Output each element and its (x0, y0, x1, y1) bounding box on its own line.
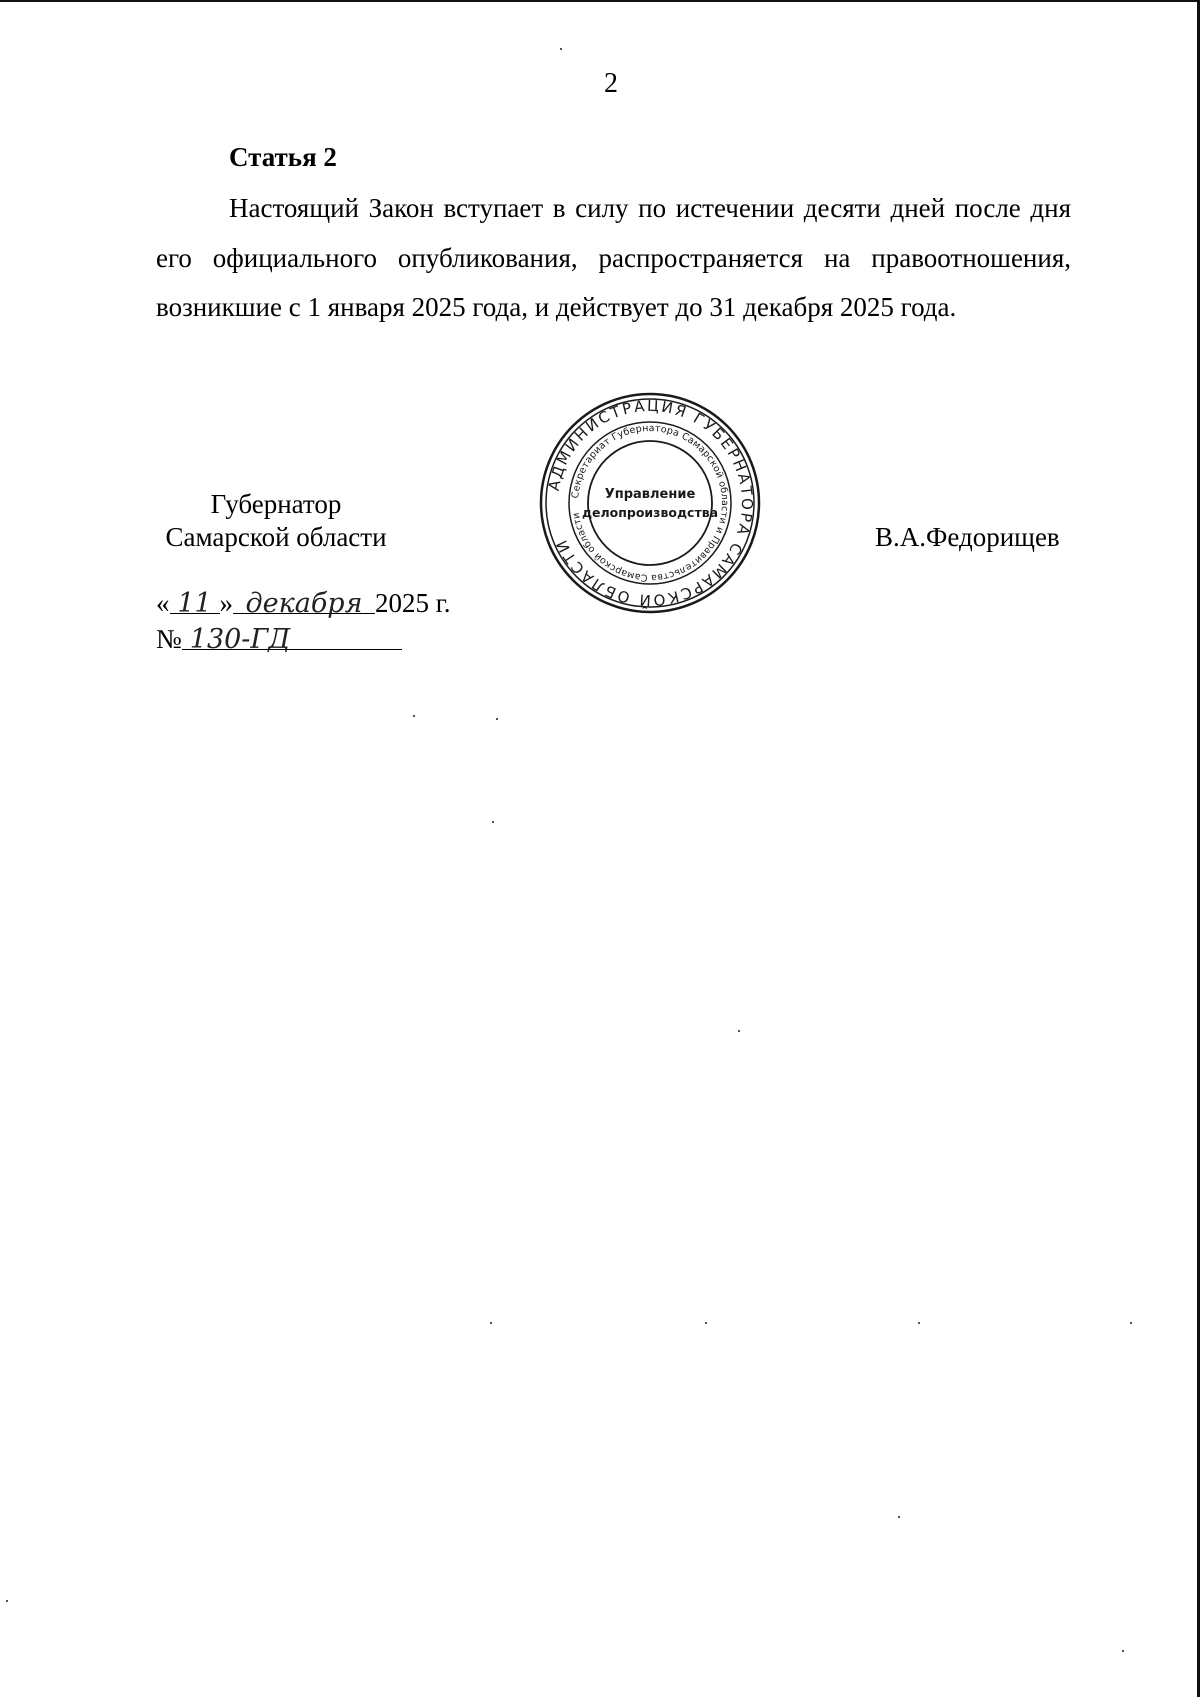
signer-title-line1: Губернатор (210, 489, 342, 519)
scan-speck (560, 48, 562, 50)
article-body: Настоящий Закон вступает в силу по истечении десяти дней после дня его официального опубликования, распространяется на правоотношения, возникшие с 1 января 2025 года, и действует до 31 декабря 2025 года. (156, 193, 1071, 322)
scan-speck (1130, 1322, 1132, 1324)
signer-title (156, 488, 396, 554)
act-number-field (182, 621, 402, 655)
act-number-line (156, 621, 402, 657)
date-month-handwritten: декабря (245, 588, 363, 619)
seal-inner-text: Секретариат Губернатора Самарской области и Правительства Самарской области (570, 422, 731, 584)
scan-speck (918, 1322, 920, 1324)
scan-top-edge (0, 0, 1200, 2)
date-year: 2025 г. (375, 588, 451, 618)
scan-speck (413, 715, 415, 717)
scan-speck (705, 1322, 707, 1324)
page-number: 2 (604, 68, 618, 99)
date-day-handwritten: 11 (177, 588, 212, 619)
date-open-quote: « (156, 588, 170, 618)
seal-center-line2: делопроизводства (581, 505, 719, 520)
article-title: Статья 2 (229, 142, 337, 172)
scan-speck (898, 1516, 900, 1518)
scan-speck (738, 1030, 740, 1032)
scan-speck (492, 821, 494, 823)
scan-speck (1122, 1650, 1124, 1652)
act-date-line (156, 585, 451, 621)
date-day-field (170, 585, 220, 619)
date-month-field (233, 585, 375, 619)
signer-title-line2: Самарской области (165, 522, 387, 552)
act-number-handwritten: 130-ГД (189, 624, 291, 655)
seal-center-line1: Управление (604, 487, 696, 502)
scan-speck (496, 718, 498, 720)
number-sign: № (156, 624, 182, 654)
signer-name: В.А.Федорищев (875, 522, 1060, 552)
scan-speck (6, 1600, 8, 1602)
seal-outer-text: АДМИНИСТРАЦИЯ ГУБЕРНАТОРА САМАРСКОЙ ОБЛАСТИ (544, 396, 757, 610)
scan-speck (490, 1322, 492, 1324)
official-seal-stamp (538, 391, 762, 615)
date-close-quote: » (219, 588, 233, 618)
